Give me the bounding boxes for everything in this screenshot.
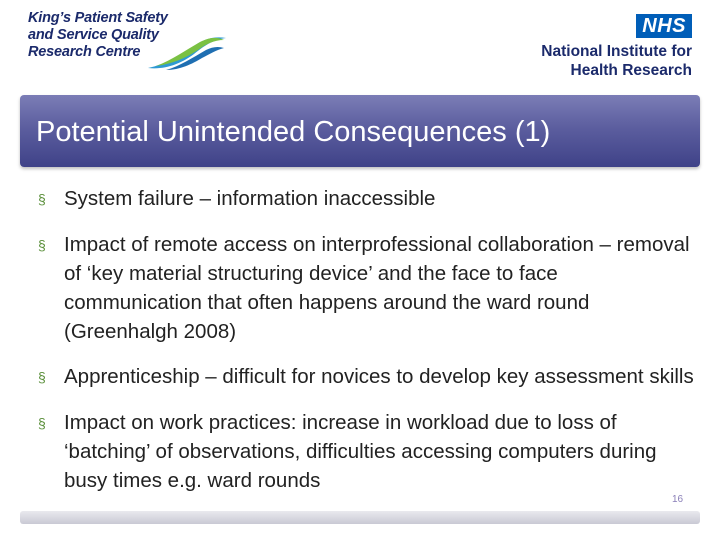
slide-title: Potential Unintended Consequences (1) bbox=[36, 116, 551, 148]
kings-logo-line-3: Research Centre bbox=[28, 44, 141, 60]
nhs-badge: NHS bbox=[636, 14, 692, 38]
nihr-logo bbox=[522, 14, 692, 80]
title-band bbox=[20, 95, 700, 167]
kings-logo-line-1: King’s Patient Safety bbox=[28, 10, 168, 26]
bullet-marker-icon: § bbox=[38, 415, 46, 431]
nihr-line-1: National Institute for bbox=[541, 43, 692, 60]
bullet-item bbox=[38, 184, 698, 214]
nihr-name bbox=[522, 42, 692, 80]
slide-number: 16 bbox=[672, 494, 684, 505]
bullet-marker-icon: § bbox=[38, 191, 46, 207]
bullet-item bbox=[38, 408, 698, 495]
bullet-marker-icon: § bbox=[38, 369, 46, 385]
bullet-item bbox=[38, 230, 698, 346]
bullet-list bbox=[38, 184, 698, 511]
bullet-marker-icon: § bbox=[38, 237, 46, 253]
bullet-text: Impact of remote access on interprofessional collaboration – removal of ‘key material structuring device’ and the face to face communication that often happens around the ward round (Greenhalgh 2008) bbox=[64, 233, 690, 343]
kings-logo-line-2: and Service Quality bbox=[28, 27, 159, 43]
bullet-text: Impact on work practices: increase in workload due to loss of ‘batching’ of observations, difficulties accessing computers during busy times e.g. ward rounds bbox=[64, 411, 657, 492]
swoosh-logo-icon bbox=[146, 30, 228, 74]
bullet-item bbox=[38, 362, 698, 392]
nihr-line-2: Health Research bbox=[570, 62, 692, 79]
bullet-text: Apprenticeship – difficult for novices to develop key assessment skills bbox=[64, 365, 694, 388]
footer-band bbox=[20, 511, 700, 524]
kings-college-logo bbox=[28, 10, 228, 82]
bullet-text: System failure – information inaccessible bbox=[64, 187, 436, 210]
